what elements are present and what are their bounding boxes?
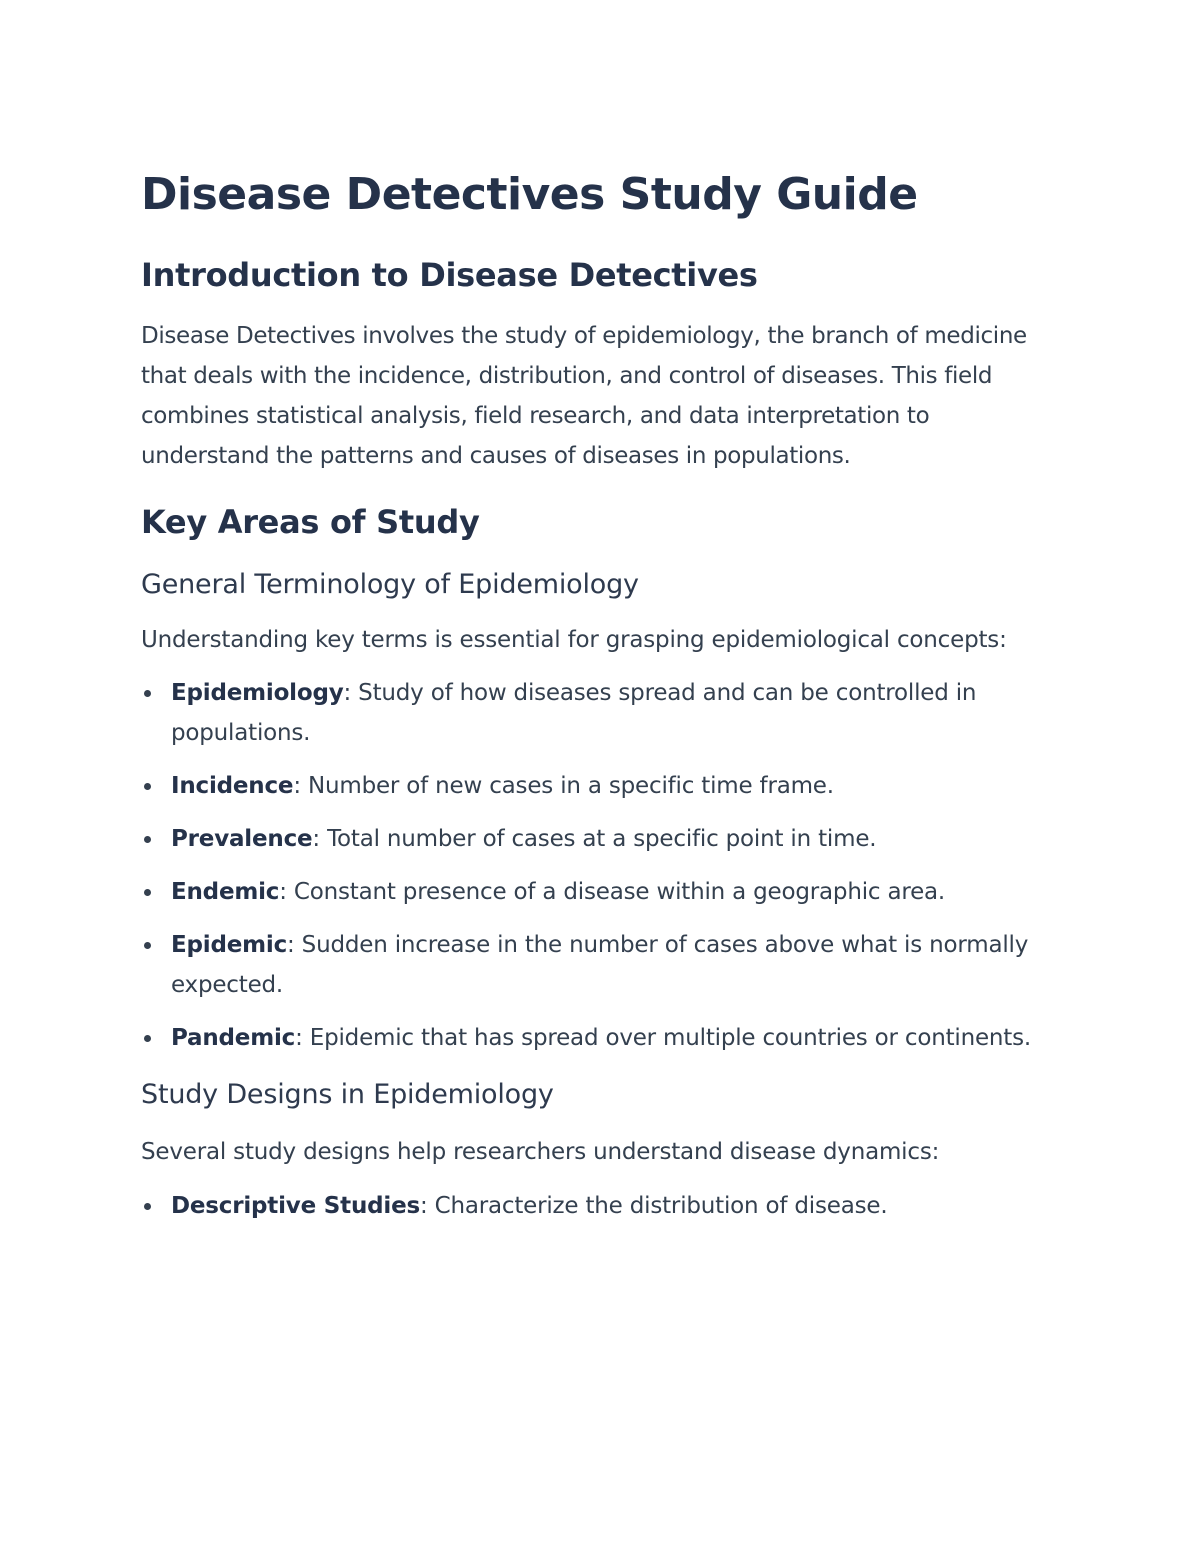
term-label: Pandemic [171,1025,296,1051]
term-definition: : Number of new cases in a specific time frame. [293,773,834,799]
section-heading-introduction: Introduction to Disease Detectives [141,256,758,294]
section-heading-key-areas: Key Areas of Study [141,503,480,541]
term-label: Incidence [171,773,294,799]
term-definition: : Total number of cases at a specific point in time. [312,826,877,852]
subsection-heading-terminology: General Terminology of Epidemiology [141,569,639,600]
list-item [141,925,1041,1005]
list-item [141,1018,1041,1058]
list-item [141,766,1041,806]
bullet-icon [144,836,151,843]
study-designs-list [141,1186,1041,1226]
bullet-icon [144,783,151,790]
bullet-icon [144,889,151,896]
term-label: Epidemiology [171,680,344,706]
list-item [141,1186,1041,1226]
terminology-lead-paragraph: Understanding key terms is essential for grasping epidemiological concepts: [141,627,1007,653]
term-label: Prevalence [171,826,313,852]
bullet-icon [144,942,151,949]
term-label: Epidemic [171,932,288,958]
list-item [141,673,1041,753]
bullet-icon [144,690,151,697]
study-designs-lead-paragraph: Several study designs help researchers understand disease dynamics: [141,1139,940,1165]
list-item [141,819,1041,859]
subsection-heading-study-designs: Study Designs in Epidemiology [141,1079,554,1110]
term-definition: : Constant presence of a disease within a geographic area. [279,879,946,905]
term-definition: : Sudden increase in the number of cases above what is normally expected. [171,932,1029,998]
page-title: Disease Detectives Study Guide [141,169,918,220]
term-definition: : Characterize the distribution of disease. [419,1193,888,1219]
bullet-icon [144,1035,151,1042]
list-item [141,872,1041,912]
term-definition: : Epidemic that has spread over multiple countries or continents. [295,1025,1032,1051]
term-label: Descriptive Studies [171,1193,420,1219]
term-label: Endemic [171,879,280,905]
introduction-paragraph: Disease Detectives involves the study of epidemiology, the branch of medicine that deals with the incidence, distribution, and control of diseases. This field combines statistical analysis, field research, and data interpretation to understand the patterns and causes of diseases in populations. [141,323,1027,469]
terminology-list [141,673,1041,1058]
document-page [141,164,1041,1239]
bullet-icon [144,1203,151,1210]
term-definition: : Study of how diseases spread and can be controlled in populations. [171,680,977,746]
